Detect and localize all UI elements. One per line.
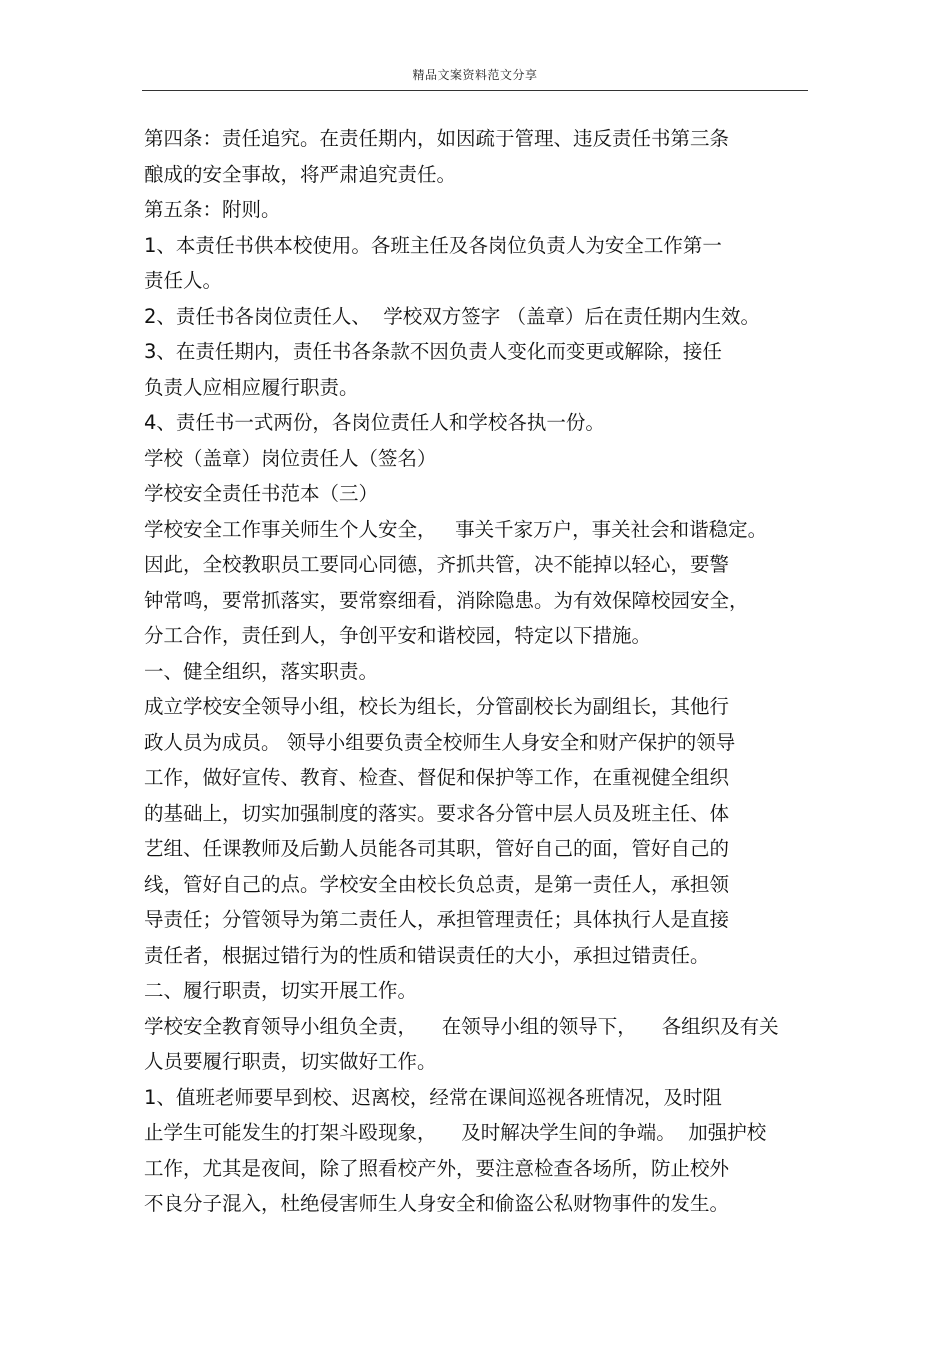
text-line: 1、值班老师要早到校、迟离校，经常在课间巡视各班情况，及时阻 bbox=[144, 1085, 722, 1109]
text-line: 止学生可能发生的打架斗殴现象， 及时解决学生间的争端。 加强护校 bbox=[144, 1121, 767, 1144]
text-line: 成立学校安全领导小组，校长为组长，分管副校长为副组长，其他行 bbox=[144, 695, 730, 718]
text-line: 艺组、任课教师及后勤人员能各司其职，管好自己的面，管好自己的 bbox=[144, 837, 730, 860]
text-line: 负责人应相应履行职责。 bbox=[144, 375, 359, 399]
text-line: 工作，尤其是夜间，除了照看校产外，要注意检查各场所，防止校外 bbox=[144, 1156, 730, 1180]
text-line: 导责任；分管领导为第二责任人，承担管理责任；具体执行人是直接 bbox=[144, 908, 730, 931]
section-heading: 二、履行职责，切实开展工作。 bbox=[144, 979, 418, 1002]
text-line: 4、责任书一式两份，各岗位责任人和学校各执一份。 bbox=[144, 411, 605, 434]
text-line: 学校（盖章）岗位责任人（签名） bbox=[144, 446, 437, 470]
text-line: 酿成的安全事故，将严肃追究责任。 bbox=[144, 162, 457, 186]
text-line: 的基础上，切实加强制度的落实。要求各分管中层人员及班主任、体 bbox=[144, 801, 730, 825]
text-line: 第五条：附则。 bbox=[144, 198, 281, 221]
text-line: 钟常鸣，要常抓落实，要常察细看，消除隐患。为有效保障校园安全， bbox=[144, 588, 749, 612]
page-header: 精品文案资料范文分享 bbox=[412, 68, 538, 82]
text-line: 线，管好自己的点。学校安全由校长负总责，是第一责任人，承担领 bbox=[144, 872, 730, 896]
text-line: 学校安全教育领导小组负全责， 在领导小组的领导下， 各组织及有关 bbox=[144, 1014, 779, 1038]
text-line: 不良分子混入，杜绝侵害师生人身安全和偷盗公私财物事件的发生。 bbox=[144, 1192, 730, 1215]
document-body bbox=[144, 121, 824, 1222]
text-line: 责任人。 bbox=[144, 269, 223, 292]
text-line: 工作，做好宣传、教育、检查、督促和保护等工作，在重视健全组织 bbox=[144, 766, 730, 789]
text-line: 第四条：责任追究。在责任期内，如因疏于管理、违反责任书第三条 bbox=[144, 127, 730, 150]
text-line: 2、责任书各岗位责任人、 学校双方签字 （盖章）后在责任期内生效。 bbox=[144, 304, 761, 328]
text-line: 人员要履行职责，切实做好工作。 bbox=[144, 1050, 437, 1073]
text-line: 3、在责任期内，责任书各条款不因负责人变化而变更或解除，接任 bbox=[144, 340, 722, 363]
text-line: 学校安全工作事关师生个人安全， 事关千家万户，事关社会和谐稳定。 bbox=[144, 517, 768, 541]
section-heading: 学校安全责任书范本（三） bbox=[144, 482, 379, 505]
text-line: 责任者，根据过错行为的性质和错误责任的大小，承担过错责任。 bbox=[144, 943, 710, 967]
section-heading: 一、健全组织，落实职责。 bbox=[144, 659, 379, 683]
text-line: 政人员为成员。 领导小组要负责全校师生人身安全和财产保护的领导 bbox=[144, 730, 736, 754]
header-divider bbox=[142, 90, 808, 91]
text-line: 1、本责任书供本校使用。各班主任及各岗位负责人为安全工作第一 bbox=[144, 233, 722, 257]
text-line: 分工合作，责任到人，争创平安和谐校园，特定以下措施。 bbox=[144, 624, 652, 647]
text-line: 因此，全校教职员工要同心同德，齐抓共管，决不能掉以轻心，要警 bbox=[144, 553, 730, 576]
